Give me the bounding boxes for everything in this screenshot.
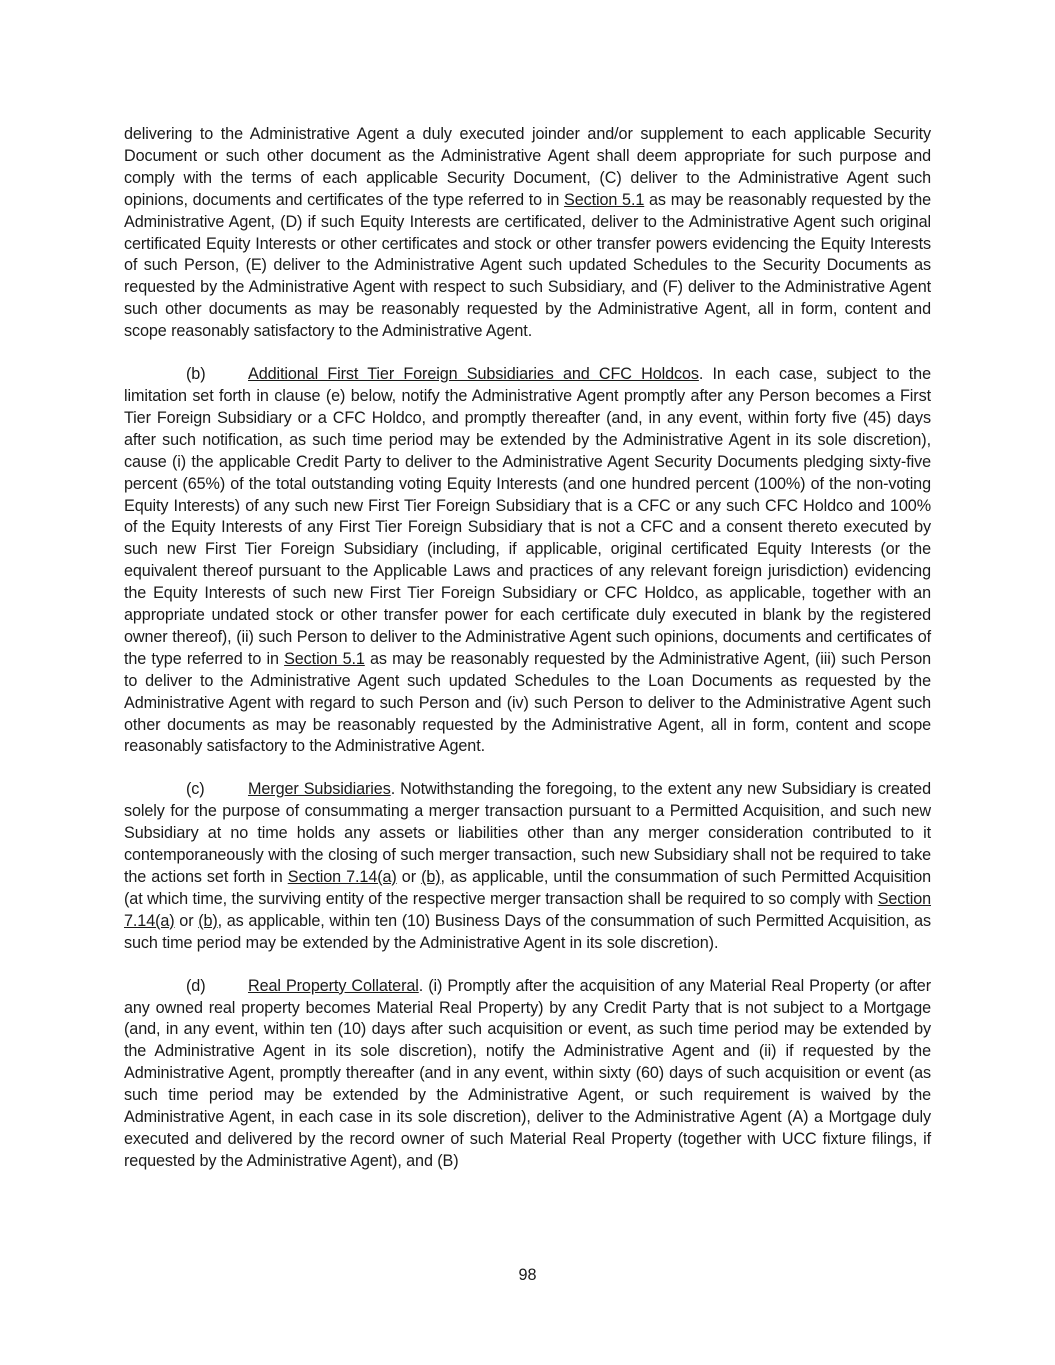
paragraph-heading: Additional First Tier Foreign Subsidiaries and CFC Holdcos [248,365,699,384]
section-reference: (b) [198,911,218,930]
paragraph-text: . Notwithstanding the foregoing, to the extent any new Subsidiary is created solely for the purpose of consummating a merger transaction pursuant to a Permitted Acquisition, and such new Subsidiary at no time holds any assets or liabilities other than any merger consideration contributed to it contemporaneously with the closing of such merger transaction, such new Subsidiary shall not be required to take the actions set forth in [124,780,931,886]
paragraph-continuation [124,124,931,343]
section-reference: Section 5.1 [564,190,645,209]
section-reference: Section 7.14(a) [287,868,397,886]
paragraph-text: delivering to the Administrative Agent a duly executed joinder and/or supplement to each applicable Security Document or such other document as the Administrative Agent shall deem appropriate for such purpose and comply with the terms of each applicable Security Document, (C) deliver to the Administrative Agent such opinions, documents and certificates of the type referred to in [124,125,931,209]
paragraph-label: (b) [186,365,206,384]
section-reference: Section 7.14(a) [124,889,931,930]
paragraph-text: , as applicable, until the consummation of such Permitted Acquisition (at which time, the surviving entity of the respective merger transaction shall be required to so comply with [124,868,932,908]
paragraph-text: , as applicable, within ten (10) Business Days of the consummation of such Permitted Acquisition, as such time period may be extended by the Administrative Agent in its sole discretion). [124,911,932,952]
paragraph-text: as may be reasonably requested by the Administrative Agent, (D) if such Equity Interests are certificated, deliver to the Administrative Agent such original certificated Equity Interests or other certificates and stock or other transfer powers evidencing the Equity Interests of such Person, (E) deliver to the Administrative Agent such updated Schedules to the Security Documents as requested by the Administrative Agent with respect to such Subsidiary, and (F) deliver to the Administrative Agent such other documents as may be reasonably requested by the Administrative Agent, all in form, content and scope reasonably satisfactory to the Administrative Agent. [124,190,931,341]
section-reference: Section 5.1 [284,649,365,668]
paragraph-heading: Merger Subsidiaries [248,780,391,799]
section-reference: (b) [421,868,441,886]
document-body [124,124,931,1194]
paragraph-text: . (i) Promptly after the acquisition of any Material Real Property (or after any owned real property becomes Material Real Property) by any Credit Party that is not subject to a Mortgage (and, in any event, within ten (10) days after such acquisition or event, as such time period may be extended by the Administrative Agent in its sole discretion), notify the Administrative Agent and (ii) if requested by the Administrative Agent, promptly thereafter (and in any event, within sixty (60) days of such acquisition or event (as such time period may be extended by the Administrative Agent, or such requirement is waived by the Administrative Agent, in each case in its sole discretion), deliver to the Administrative Agent (A) a Mortgage duly executed and delivered by the record owner of such Material Real Property (together with UCC fixture filings, if requested by the Administrative Agent), and (B) [124,976,931,1170]
paragraph-text: . In each case, subject to the limitation set forth in clause (e) below, notify the Administrative Agent promptly after any Person becomes a First Tier Foreign Subsidiary or a CFC Holdco, and promptly thereafter (and, in any event, within forty five (45) days after such notification, as such time period may be extended by the Administrative Agent in its sole discretion), cause (i) the applicable Credit Party to deliver to the Administrative Agent Security Documents pledging sixty-five percent (65%) of the total outstanding voting Equity Interests (and one hundred percent (100%) of the non-voting Equity Interests) of any such new First Tier Foreign Subsidiary that is a CFC or any such CFC Holdco and 100% of the Equity Interests of any First Tier Foreign Subsidiary that is not a CFC and a consent thereto executed by such new First Tier Foreign Subsidiary (including, if applicable, original certificated Equity Interests (or the equivalent thereof pursuant to the Applicable Laws and practices of any relevant foreign jurisdiction) evidencing the Equity Interests of such new First Tier Foreign Subsidiary or CFC Holdco, as applicable, together with an appropriate undated stock or other transfer power for each certificate duly executed in blank by the registered owner thereof), (ii) such Person to deliver to the Administrative Agent such opinions, documents and certificates of the type referred to in [124,365,931,668]
paragraph-heading: Real Property Collateral [248,976,419,995]
paragraph-c [124,779,931,954]
paragraph-label: (d) [186,976,206,995]
paragraph-text: or [396,868,422,886]
page-number: 98 [518,1266,537,1284]
paragraph-text: or [174,911,199,930]
paragraph-b [124,364,931,758]
paragraph-text: as may be reasonably requested by the Administrative Agent, (iii) such Person to deliver to the Administrative Agent such updated Schedules to the Loan Documents as requested by the Administrative Agent with regard to such Person and (iv) such Person to deliver to the Administrative Agent such other documents as may be reasonably requested by the Administrative Agent, all in form, content and scope reasonably satisfactory to the Administrative Agent. [124,649,931,756]
paragraph-d [124,976,931,1173]
paragraph-label: (c) [186,780,205,799]
